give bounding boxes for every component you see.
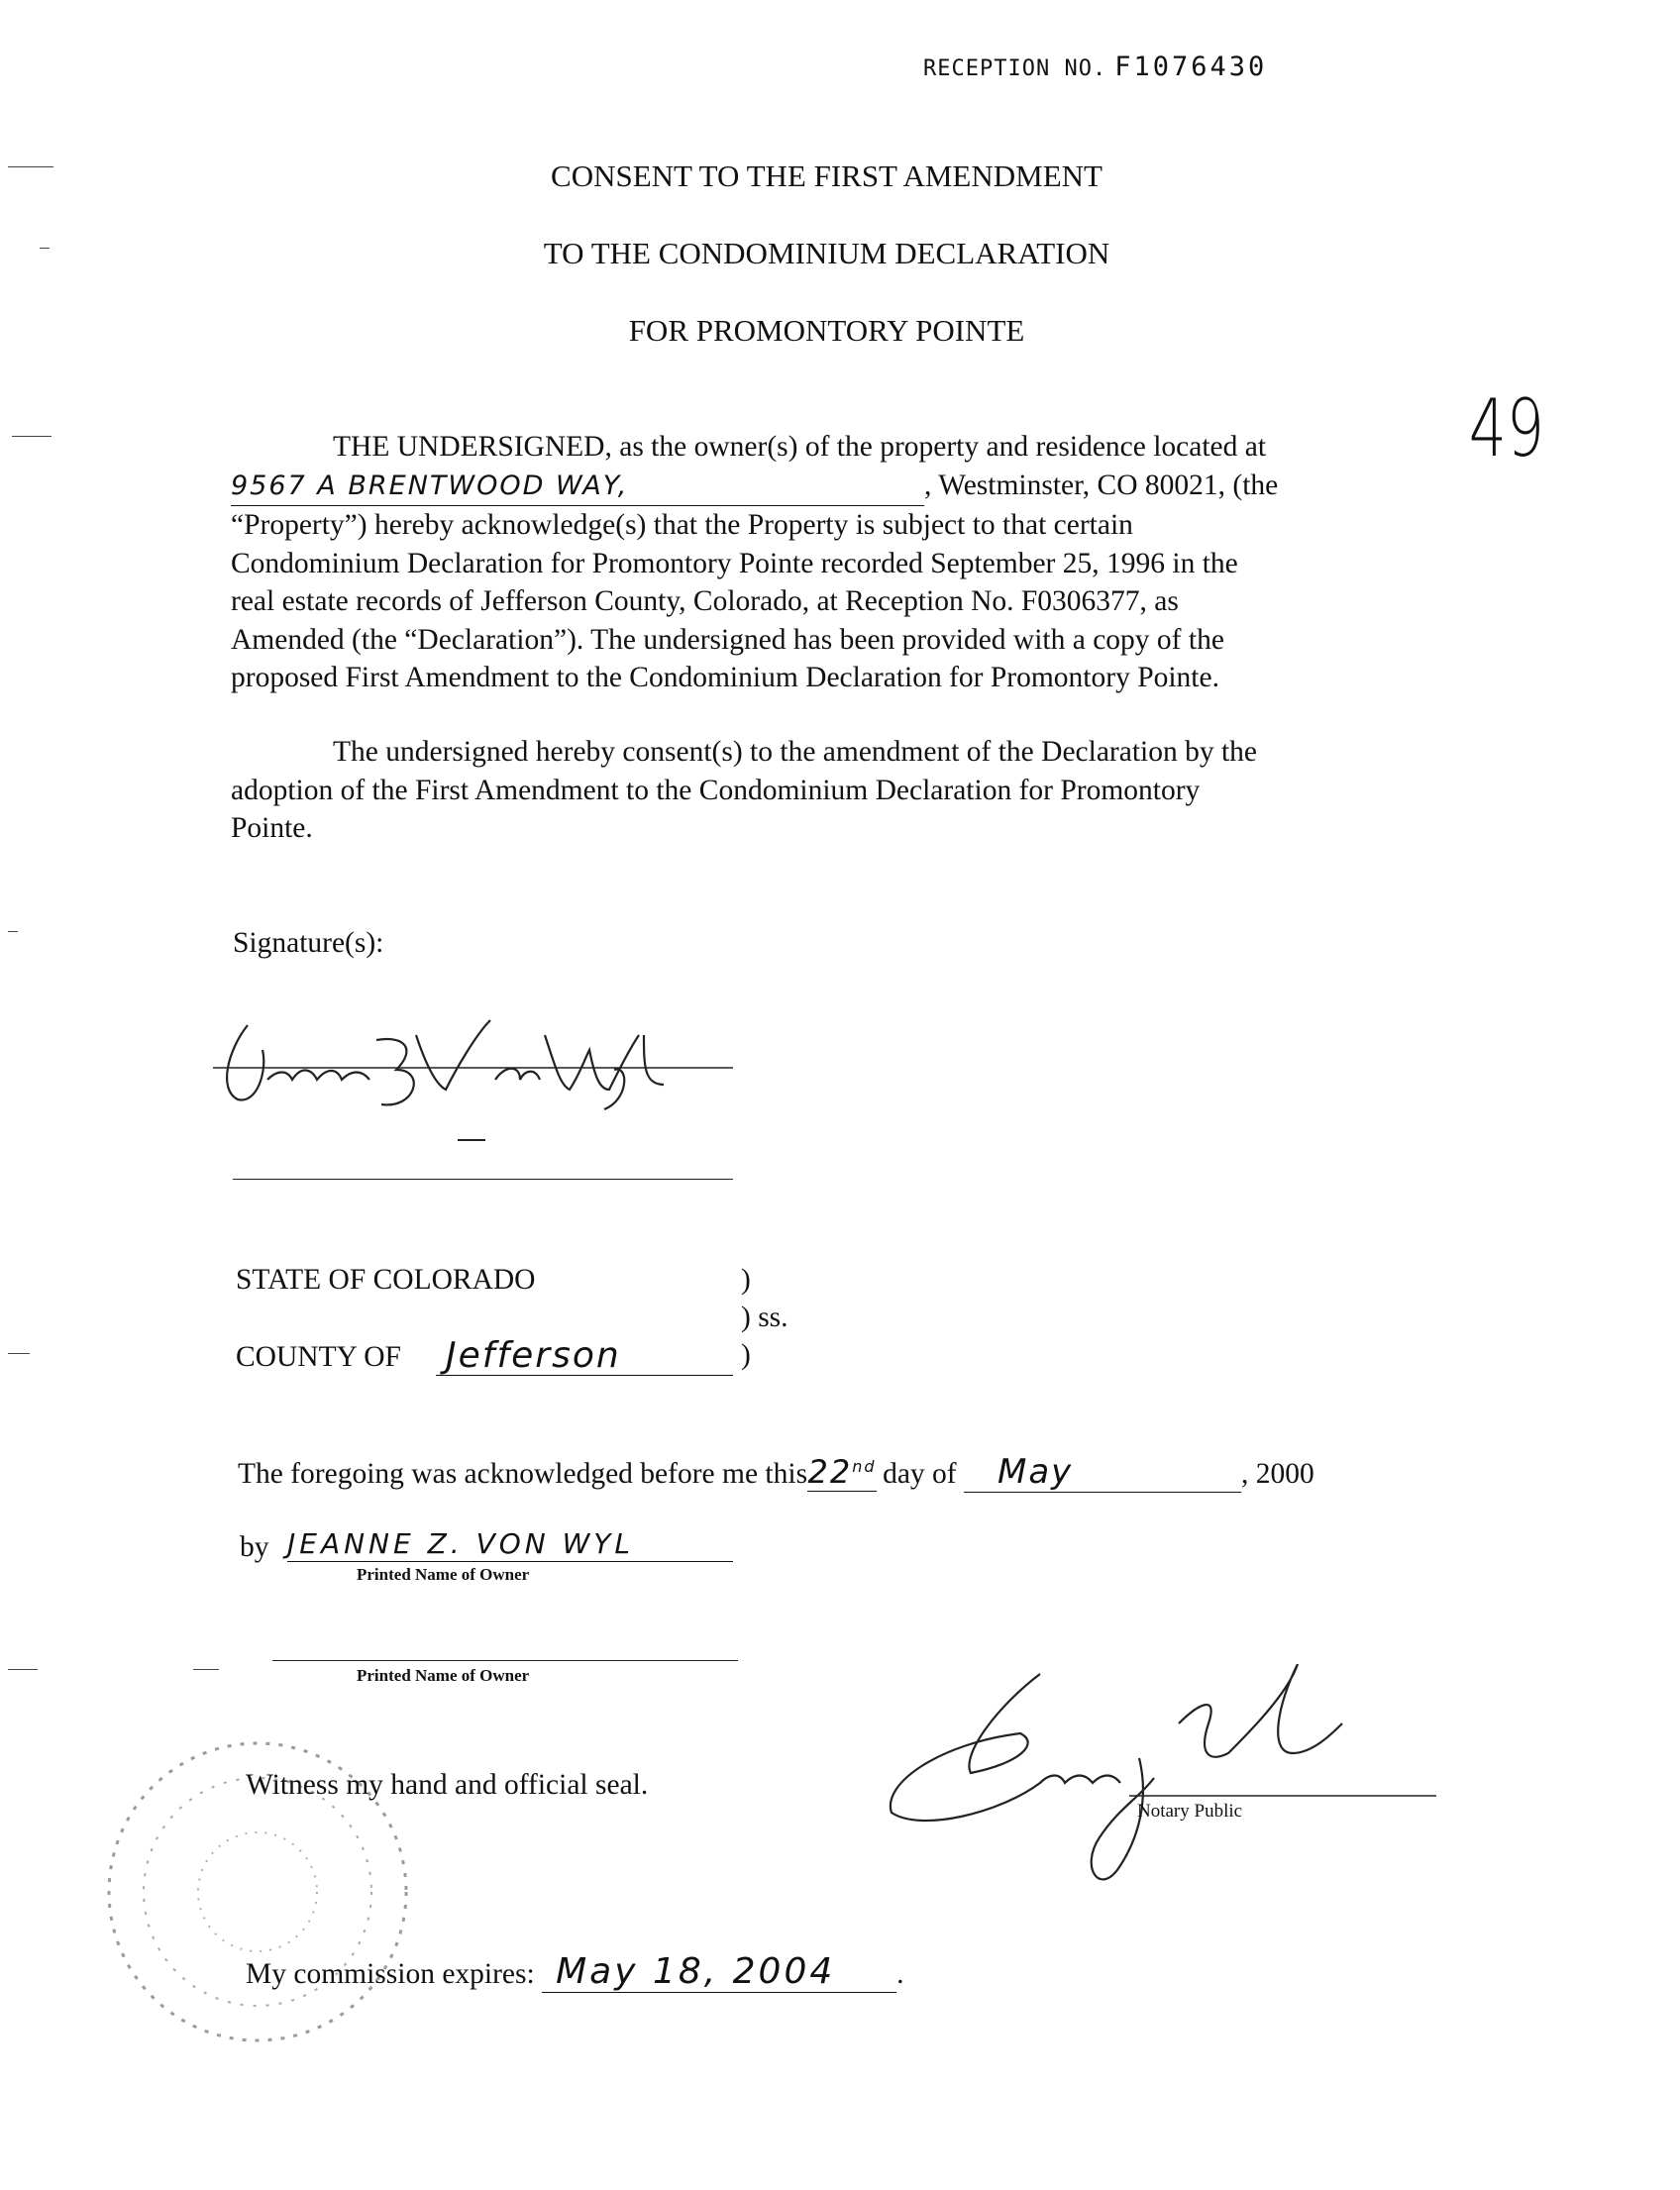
ack-prefix: The foregoing was acknowledged before me this [238, 1458, 808, 1490]
printed-name-label-2: Printed Name of Owner [357, 1666, 530, 1685]
day-handwritten: 22 [807, 1453, 853, 1491]
commission-line [246, 1951, 903, 1993]
owner-signature [208, 1010, 743, 1119]
year-label: , 2000 [1240, 1458, 1314, 1490]
scan-mark [8, 1353, 30, 1354]
scan-mark [193, 1669, 219, 1670]
title-line-3: FOR PROMONTORY POINTE [628, 313, 1025, 348]
page-number: 49 [1468, 382, 1545, 474]
county-field [436, 1335, 733, 1376]
scan-mark [8, 1669, 38, 1670]
reception-label: RECEPTION NO. [923, 56, 1107, 81]
second-signature-line [233, 1179, 733, 1180]
signature-mark [458, 1139, 485, 1141]
paragraph-line: , Westminster, CO 80021, (the [924, 469, 1279, 501]
printed-name-line-2 [272, 1660, 738, 1661]
paragraph-line: Condominium Declaration for Promontory Pointe recorded September 25, 1996 in the [231, 547, 1238, 579]
witness-text: Witness my hand and official seal. [246, 1769, 649, 1801]
by-label: by [240, 1531, 269, 1563]
title-line-1: CONSENT TO THE FIRST AMENDMENT [551, 158, 1102, 193]
paragraph-line: THE UNDERSIGNED, as the owner(s) of the property and residence located at [333, 431, 1267, 463]
venue-ss: ) ss. [741, 1302, 788, 1333]
notary-signature [882, 1664, 1456, 1931]
reception-value: F1076430 [1114, 52, 1268, 82]
reception-number [923, 52, 1267, 82]
commission-period: . [896, 1958, 904, 1990]
paragraph-line: adoption of the First Amendment to the Condominium Declaration for Promontory [231, 774, 1201, 806]
paragraph-line: real estate records of Jefferson County, Colorado, at Reception No. F0306377, as [231, 585, 1179, 617]
paragraph-line: The undersigned hereby consent(s) to the amendment of the Declaration by the [333, 736, 1258, 768]
paragraph-acknowledgement [231, 428, 1400, 697]
venue-paren-2: ) [741, 1339, 751, 1371]
day-suffix: nd [852, 1457, 877, 1477]
title-line-2: TO THE CONDOMINIUM DECLARATION [543, 236, 1110, 270]
signatures-label: Signature(s): [233, 927, 384, 959]
month-handwritten: May [997, 1452, 1074, 1492]
commission-date-handwritten: May 18, 2004 [556, 1951, 836, 1992]
scan-mark [8, 931, 18, 932]
county-handwritten: Jefferson [446, 1335, 621, 1376]
address-handwritten: 9567 A BRENTWOOD WAY, [231, 469, 629, 501]
paragraph-line: “Property”) hereby acknowledge(s) that the Property is subject to that certain [231, 509, 1133, 541]
day-of-label: day of [883, 1458, 957, 1490]
paragraph-line: proposed First Amendment to the Condominium Declaration for Promontory Pointe. [231, 662, 1219, 693]
county-label: COUNTY OF [236, 1341, 401, 1373]
notary-public-label: Notary Public [1137, 1801, 1243, 1822]
paragraph-consent [231, 733, 1400, 848]
owner-name-field [287, 1527, 733, 1562]
paragraph-line: Amended (the “Declaration”). The undersigned has been provided with a copy of the [231, 623, 1224, 656]
acknowledgement-line [238, 1452, 1314, 1493]
commission-label: My commission expires: [246, 1958, 535, 1990]
printed-name-label-1: Printed Name of Owner [357, 1565, 530, 1584]
state-label: STATE OF COLORADO [236, 1264, 536, 1296]
scan-mark [12, 436, 52, 437]
owner-name-handwritten: JEANNE Z. VON WYL [287, 1527, 634, 1560]
venue-paren-1: ) [741, 1264, 751, 1296]
paragraph-line: Pointe. [231, 812, 313, 844]
